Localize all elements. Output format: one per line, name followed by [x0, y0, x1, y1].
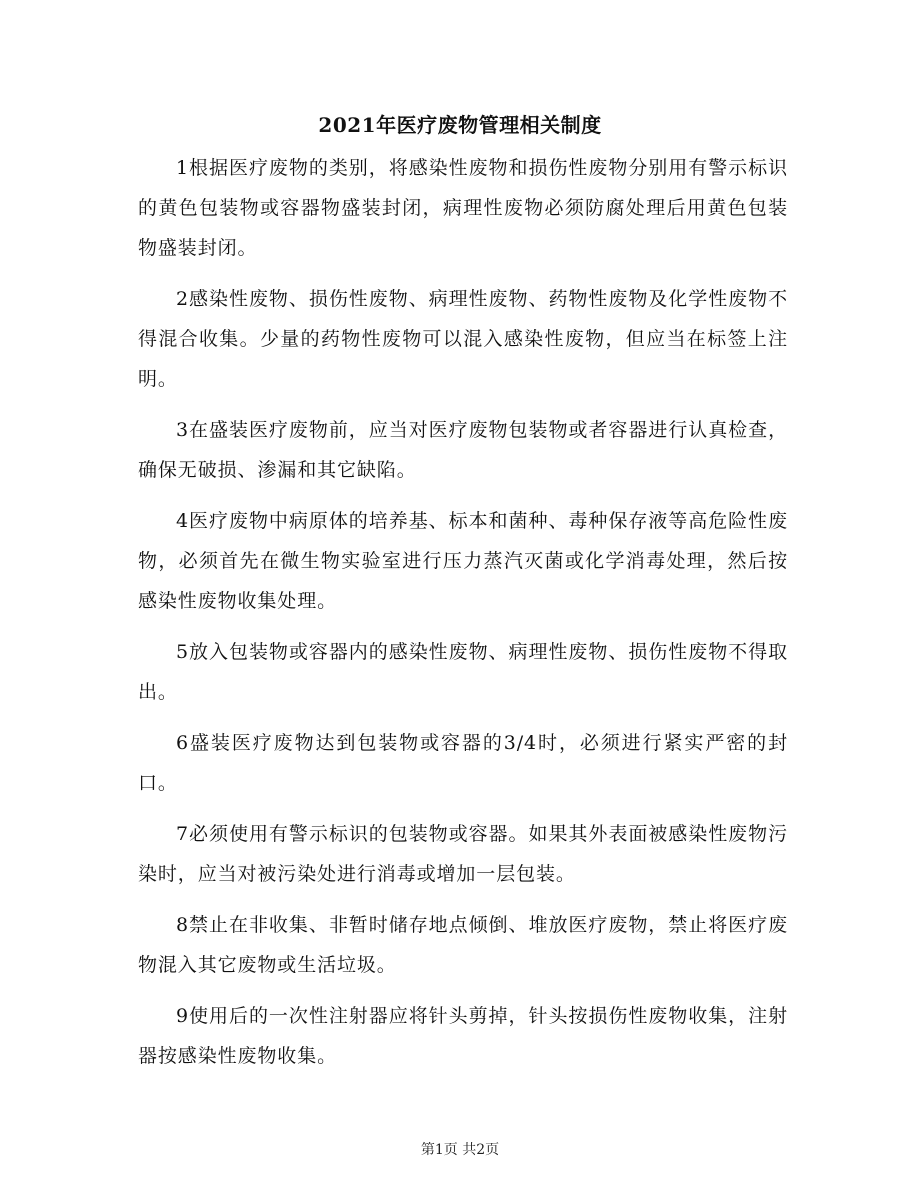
page-indicator: 第1页 共2页	[420, 1142, 500, 1158]
paragraph-1: 1根据医疗废物的类别，将感染性废物和损伤性废物分别用有警示标识的黄色包装物或容器物盛装封闭，病理性废物必须防腐处理后用黄色包装物盛装封闭。	[138, 157, 788, 259]
paragraph-2: 2感染性废物、损伤性废物、病理性废物、药物性废物及化学性废物不得混合收集。少量的药物性废物可以混入感染性废物，但应当在标签上注明。	[138, 288, 788, 390]
paragraph-9: 9使用后的一次性注射器应将针头剪掉，针头按损伤性废物收集，注射器按感染性废物收集。	[138, 1005, 788, 1067]
paragraph-4: 4医疗废物中病原体的培养基、标本和菌种、毒种保存液等高危险性废物，必须首先在微生物实验室进行压力蒸汽灭菌或化学消毒处理，然后按感染性废物收集处理。	[138, 510, 788, 612]
paragraph-8: 8禁止在非收集、非暂时储存地点倾倒、堆放医疗废物，禁止将医疗废物混入其它废物或生活垃圾。	[138, 914, 788, 976]
document-title: 2021年医疗废物管理相关制度	[318, 113, 602, 137]
paragraph-5: 5放入包装物或容器内的感染性废物、病理性废物、损伤性废物不得取出。	[138, 641, 788, 703]
paragraph-6: 6盛装医疗废物达到包装物或容器的3/4时，必须进行紧实严密的封口。	[138, 732, 788, 794]
document-body	[138, 148, 788, 1087]
paragraph-3: 3在盛装医疗废物前，应当对医疗废物包装物或者容器进行认真检查，确保无破损、渗漏和其它缺陷。	[138, 419, 788, 481]
paragraph-7: 7必须使用有警示标识的包装物或容器。如果其外表面被感染性废物污染时，应当对被污染处进行消毒或增加一层包装。	[138, 823, 788, 885]
